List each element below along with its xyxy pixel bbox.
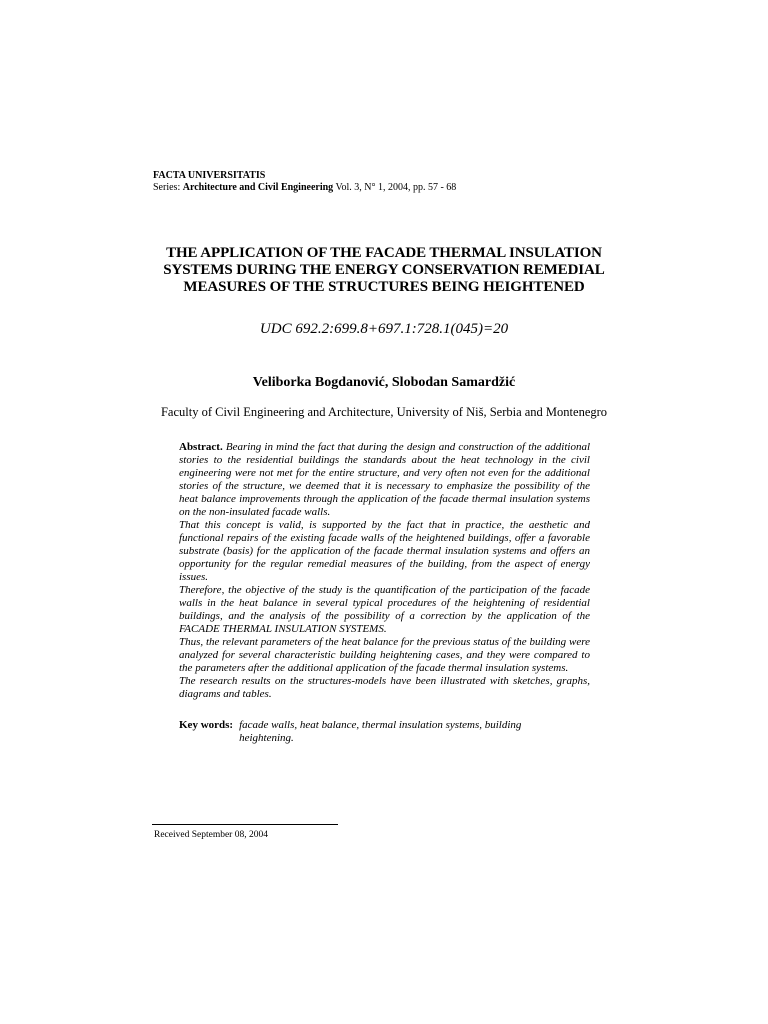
article-title: THE APPLICATION OF THE FACADE THERMAL INSULATION SYSTEMS DURING THE ENERGY CONSERVATION REMEDIAL MEASURES OF THE STRUCTURES BEING HEIGHTENED (163, 245, 605, 295)
journal-series (153, 182, 456, 194)
abstract-paragraph: That this concept is valid, is supported by the fact that in practice, the aesthetic and functional repairs of the existing facade walls of the heightened buildings, offer a favorable substrate (basis) for the application of the facade thermal insulation systems and offers an opportunity for the regular remedial measures of the building, from the aspect of energy issues. (179, 519, 590, 583)
series-name: Architecture and Civil Engineering (182, 182, 334, 193)
abstract-paragraph-text: Bearing in mind the fact that during the design and construction of the additional stories to the residential buildings the standards about the heat technology in the civil engineering were not met for the entire structure, and very often not even for the additional stories of the structure, we deemed that it is necessary to emphasize the possibility of the heat balance improvements through the application of the facade thermal insulation systems on the non-insulated facade walls. (179, 441, 591, 518)
footnote-divider (152, 824, 338, 825)
udc-code: UDC 692.2:699.8+697.1:728.1(045)=20 (259, 321, 509, 337)
series-details: Vol. 3, N° 1, 2004, pp. 57 - 68 (333, 182, 457, 193)
received-date: Received September 08, 2004 (154, 830, 268, 840)
affiliation: Faculty of Civil Engineering and Architecture, University of Niš, Serbia and Montenegro (160, 405, 608, 419)
author-list: Veliborka Bogdanović, Slobodan Samardžić (252, 375, 516, 390)
abstract-paragraph: The research results on the structures-models have been illustrated with sketches, graphs, diagrams and tables. (179, 675, 590, 700)
keywords-label: Key words: (179, 719, 234, 731)
abstract-block (179, 441, 590, 701)
abstract-paragraph: Abstract. Bearing in mind the fact that during the design and construction of the additional stories to the residential buildings the standards about the heat technology in the civil engineering were not met for the entire structure, and very often not even for the additional stories of the structure, we deemed that it is necessary to emphasize the possibility of the heat balance improvements through the application of the facade thermal insulation systems on the non-insulated facade walls. (179, 441, 591, 518)
journal-name: FACTA UNIVERSITATIS (153, 170, 266, 181)
abstract-paragraph: Thus, the relevant parameters of the heat balance for the previous status of the building were analyzed for several characteristic building heightening cases, and they were compared to the parameters after the additional application of the facade thermal insulation systems. (179, 636, 590, 674)
abstract-paragraph: Therefore, the objective of the study is the quantification of the participation of the facade walls in the heat balance in several typical procedures of the heightening of residential buildings, and the analysis of the possibility of a correction by the application of the FACADE THERMAL INSULATION SYSTEMS. (179, 584, 590, 635)
series-prefix: Series: (153, 182, 183, 193)
keywords-value: facade walls, heat balance, thermal insulation systems, building heightening. (239, 719, 522, 744)
journal-header (153, 170, 456, 194)
keywords-block (179, 719, 590, 745)
abstract-label: Abstract (179, 441, 220, 453)
